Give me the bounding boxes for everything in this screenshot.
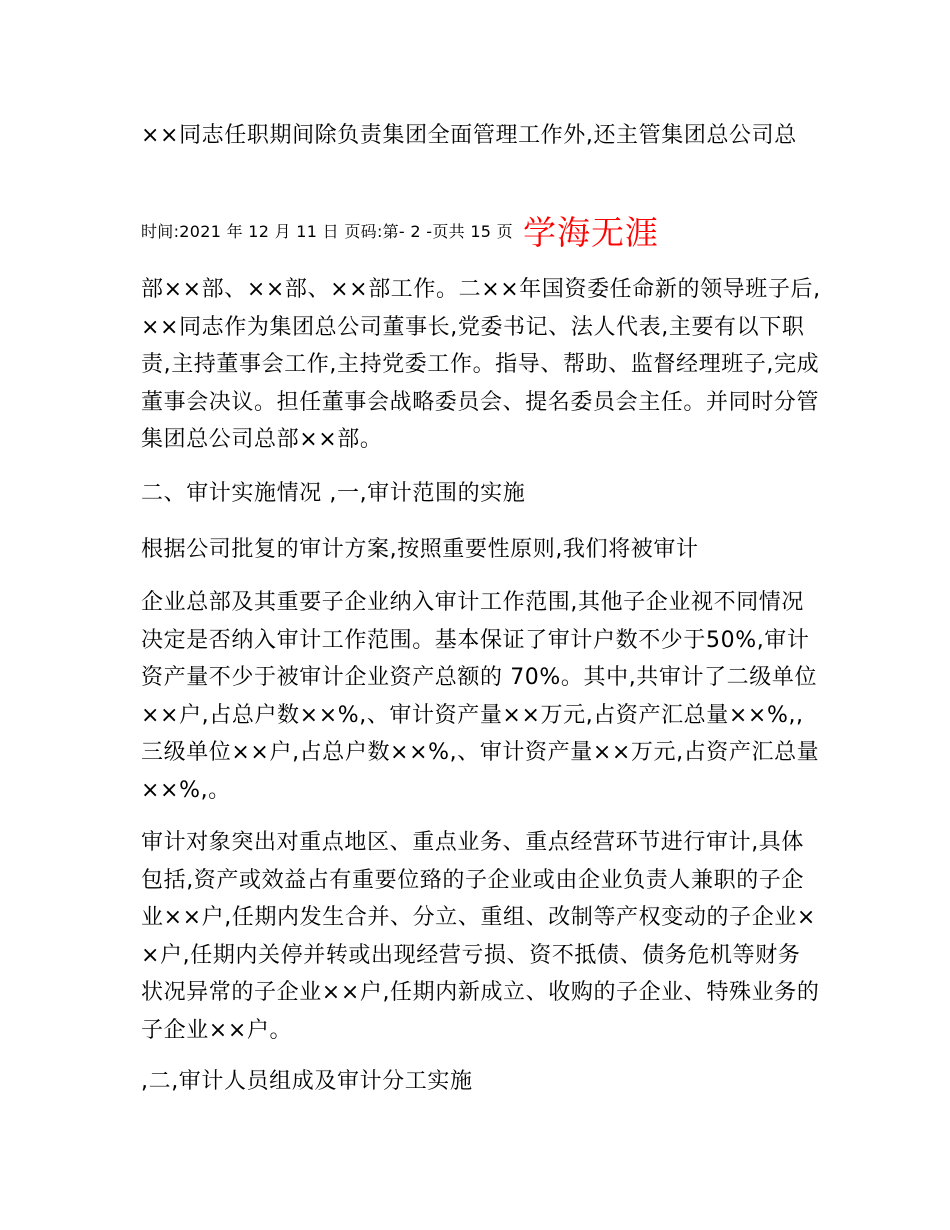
heading-audit-implementation: 二、审计实施情况 ,一,审计范围的实施 <box>141 481 526 506</box>
paragraph-leader-duties: 部××部、××部、××部工作。二××年国资委任命新的领导班子后,××同志作为集团总公司董事长,党委书记、法人代表,主要有以下职责,主持董事会工作,主持党委工作。指导、帮助、监督经理班子,完成董事会决议。担任董事会战略委员会、提名委员会主任。并同时分管集团总公司总部××部。 <box>141 277 821 452</box>
paragraph-audit-plan: 根据公司批复的审计方案,按照重要性原则,我们将被审计 <box>141 537 699 562</box>
paragraph-audit-scope: 企业总部及其重要子企业纳入审计工作范围,其他子企业视不同情况决定是否纳入审计工作范围。基本保证了审计户数不少于50%,审计资产量不少于被审计企业资产总额的 70%。其中,共审计了二级单位××户,占总户数××%,、审计资产量××万元,占资产汇总量××%,,三级单位××户,占总户数××%,、审计资产量××万元,占资产汇总量××%,。 <box>141 590 820 803</box>
paragraph-leader-duties-intro: ××同志任职期间除负责集团全面管理工作外,还主管集团总公司总 <box>141 123 797 148</box>
page-header <box>141 205 659 255</box>
brand-logo-text: 学海无涯 <box>522 212 659 252</box>
header-date-page-info: 时间:2021 年 12 月 11 日 页码:第- 2 -页共 15 页 <box>141 221 513 241</box>
paragraph-audit-targets: 审计对象突出对重点地区、重点业务、重点经营环节进行审计,具体包括,资产或效益占有重要位臵的子企业或由企业负责人兼职的子企业××户,任期内发生合并、分立、重组、改制等产权变动的子企业××户,任期内关停并转或出现经营亏损、资不抵债、债务危机等财务状况异常的子企业××户,任期内新成立、收购的子企业、特殊业务的子企业××户。 <box>141 830 820 1043</box>
heading-audit-staffing: ,二,审计人员组成及审计分工实施 <box>141 1069 473 1094</box>
